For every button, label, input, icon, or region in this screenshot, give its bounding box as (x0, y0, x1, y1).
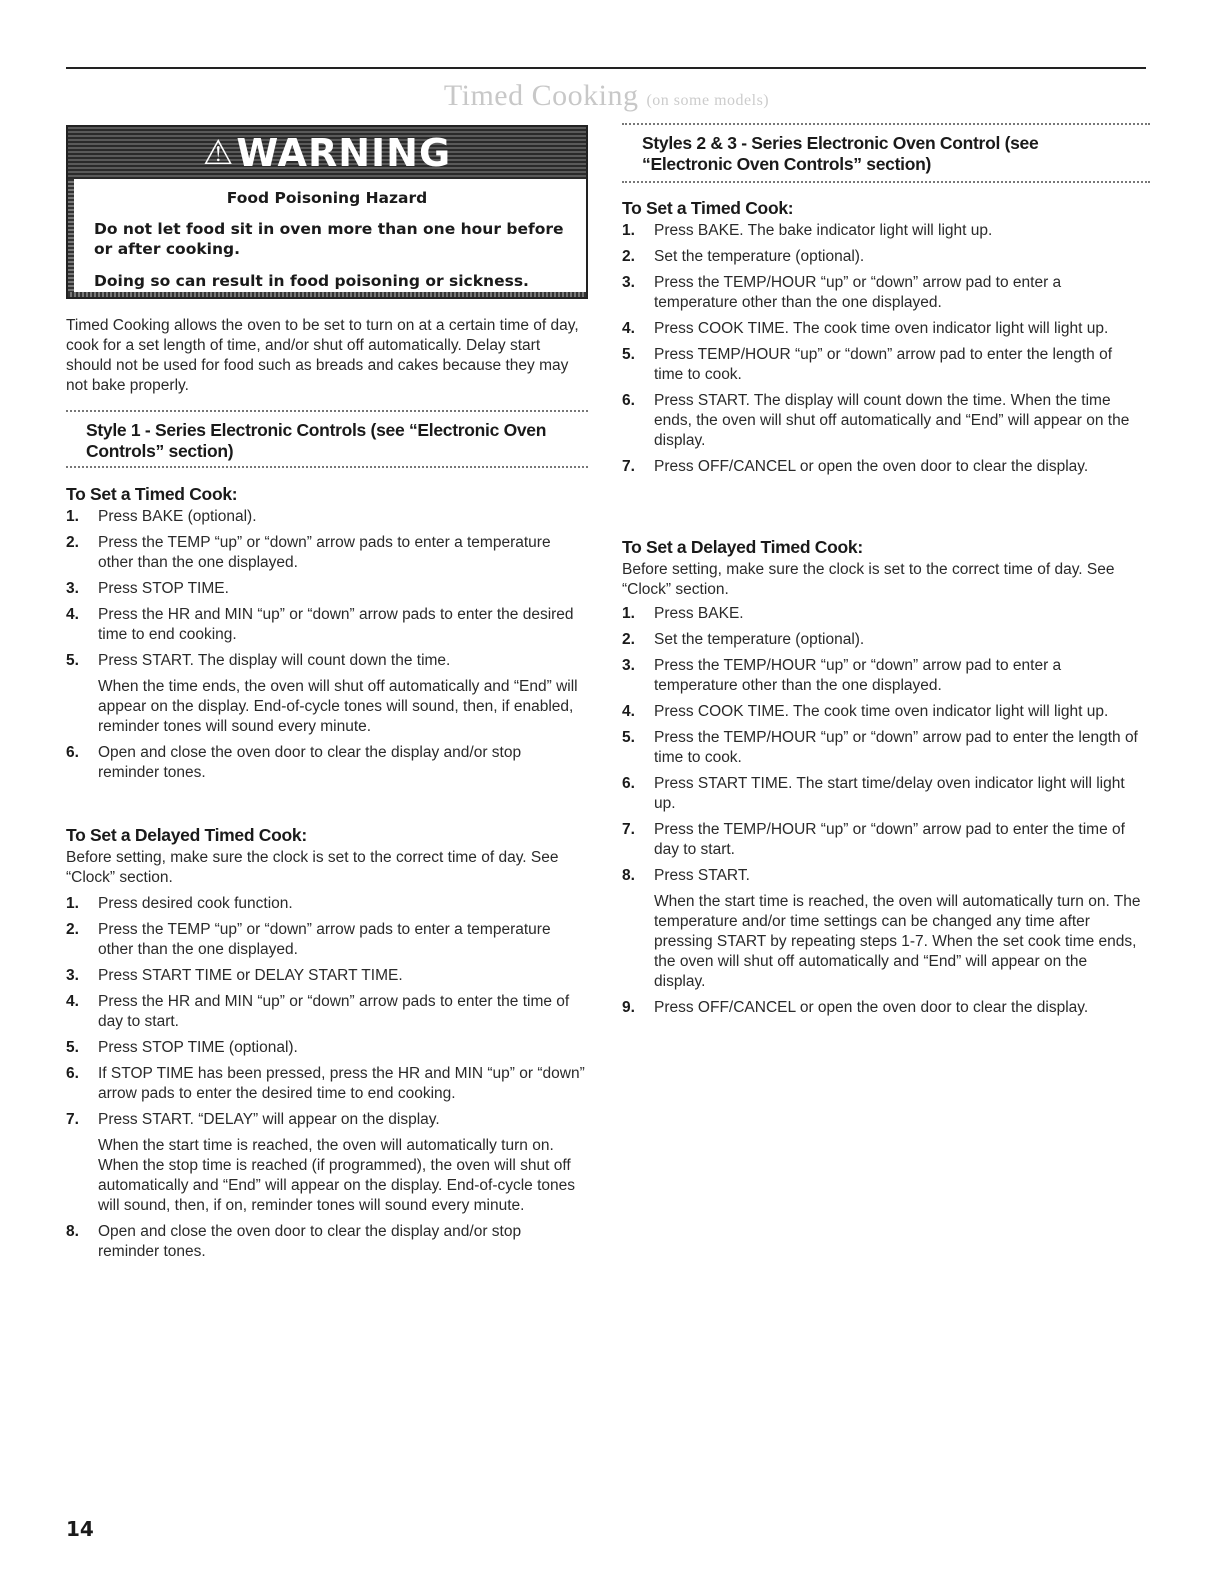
step-item (622, 728, 1142, 768)
step-item (622, 702, 1142, 722)
step-item (66, 579, 586, 599)
step-text: Press STOP TIME. (98, 580, 229, 597)
step-text: If STOP TIME has been pressed, press the HR and MIN “up” or “down” arrow pads to enter the desired time to end cooking. (98, 1065, 585, 1102)
step-text: Press BAKE (optional). (98, 508, 257, 525)
step-number: 2. (66, 921, 79, 938)
step-text: Press BAKE. The bake indicator light will light up. (654, 222, 993, 239)
step-number: 4. (66, 993, 79, 1010)
style23-timed-heading: To Set a Timed Cook: (622, 198, 794, 218)
step-item (66, 1110, 586, 1216)
step-text: Press BAKE. (654, 605, 744, 622)
step-extra-text: When the start time is reached, the oven will automatically turn on. The temperature and/or time settings can be changed any time after pressing START by repeating steps 1-7. When the set cook time ends, the oven will shut off automatically and “End” will appear on the display. (654, 893, 1141, 990)
step-text: Press COOK TIME. The cook time oven indicator light will light up. (654, 703, 1109, 720)
step-item (66, 1038, 586, 1058)
top-rule (66, 67, 1146, 69)
step-text: Set the temperature (optional). (654, 631, 865, 648)
warning-label (68, 131, 586, 175)
step-item (622, 457, 1142, 477)
step-item (622, 391, 1142, 451)
step-item (622, 273, 1142, 313)
hazard-title: Food Poisoning Hazard (226, 189, 428, 207)
step-item (66, 651, 586, 737)
warning-box (66, 125, 588, 299)
step-text: Press TEMP/HOUR “up” or “down” arrow pad to enter the length of time to cook. (654, 346, 1113, 383)
style23-timed-steps (622, 221, 1142, 483)
style23-delayed-heading: To Set a Delayed Timed Cook: (622, 537, 863, 557)
step-text: Press START TIME or DELAY START TIME. (98, 967, 403, 984)
step-number: 2. (66, 534, 79, 551)
step-item (66, 743, 586, 783)
step-text: Press desired cook function. (98, 895, 293, 912)
step-number: 5. (66, 652, 79, 669)
step-item (622, 319, 1142, 339)
section-rule-top-right (622, 123, 1150, 125)
step-text: Press START TIME. The start time/delay oven indicator light will light up. (654, 775, 1125, 812)
step-number: 5. (622, 346, 635, 363)
style1-timed-steps (66, 507, 586, 789)
step-number: 4. (622, 320, 635, 337)
style23-delayed-steps (622, 604, 1142, 1024)
warning-line-1: Do not let food sit in oven more than one hour before or after cooking. (94, 220, 564, 258)
step-item (622, 604, 1142, 624)
step-number: 3. (66, 580, 79, 597)
step-text: Press the TEMP/HOUR “up” or “down” arrow pad to enter a temperature other than the one displayed. (654, 274, 1062, 311)
step-text: Press the HR and MIN “up” or “down” arrow pads to enter the desired time to end cooking. (98, 606, 574, 643)
step-text: Press COOK TIME. The cook time oven indicator light will light up. (654, 320, 1109, 337)
step-number: 7. (622, 821, 635, 838)
step-number: 9. (622, 999, 635, 1016)
step-number: 3. (622, 657, 635, 674)
style23-heading: Styles 2 & 3 - Series Electronic Oven Control (see “Electronic Oven Controls” section) (642, 133, 1039, 174)
step-extra-text: When the time ends, the oven will shut off automatically and “End” will appear on the display. End-of-cycle tones will sound, then, if enabled, reminder tones will sound every minute. (98, 678, 578, 735)
warning-line-2: Doing so can result in food poisoning or sickness. (94, 272, 529, 290)
step-number: 4. (622, 703, 635, 720)
step-text: Press the TEMP/HOUR “up” or “down” arrow pad to enter the length of time to cook. (654, 729, 1138, 766)
step-number: 2. (622, 248, 635, 265)
style1-delayed-steps (66, 894, 586, 1268)
step-item (66, 1222, 586, 1262)
step-item (622, 247, 1142, 267)
style1-delayed-intro: Before setting, make sure the clock is set to the correct time of day. See “Clock” section. (66, 849, 559, 886)
step-item (622, 774, 1142, 814)
step-item (66, 992, 586, 1032)
step-item (66, 533, 586, 573)
step-text: Press the TEMP “up” or “down” arrow pads to enter a temperature other than the one displayed. (98, 921, 551, 958)
step-text: Open and close the oven door to clear the display and/or stop reminder tones. (98, 744, 522, 781)
step-text: Press the HR and MIN “up” or “down” arrow pads to enter the time of day to start. (98, 993, 570, 1030)
intro-paragraph: Timed Cooking allows the oven to be set to turn on at a certain time of day, cook for a set length of time, and/or shut off automatically. Delay start should not be used for food such as breads and cakes because they may not bake properly. (66, 317, 579, 394)
page-title-text: Timed Cooking (443, 79, 639, 112)
step-text: Press the TEMP/HOUR “up” or “down” arrow pad to enter the time of day to start. (654, 821, 1125, 858)
step-number: 8. (622, 867, 635, 884)
step-text: Press the TEMP “up” or “down” arrow pads to enter a temperature other than the one displayed. (98, 534, 551, 571)
step-text: Press START. (654, 867, 750, 884)
step-number: 5. (622, 729, 635, 746)
style1-heading: Style 1 - Series Electronic Controls (see “Electronic Oven Controls” section) (86, 420, 547, 461)
step-item (66, 507, 586, 527)
page-title (0, 79, 1213, 113)
step-item (66, 920, 586, 960)
warning-triangle-icon: ⚠ (202, 133, 235, 173)
step-number: 8. (66, 1223, 79, 1240)
step-number: 1. (622, 605, 635, 622)
style23-delayed-intro: Before setting, make sure the clock is set to the correct time of day. See “Clock” section. (622, 561, 1115, 598)
step-item (622, 820, 1142, 860)
step-extra-text: When the start time is reached, the oven will automatically turn on. When the stop time is reached (if programmed), the oven will shut off automatically and “End” will appear on the display. End-of-cycle tones will sound, then, if on, reminder tones will sound every minute. (98, 1137, 576, 1214)
step-number: 7. (66, 1111, 79, 1128)
step-item (66, 1064, 586, 1104)
step-text: Press START. “DELAY” will appear on the display. (98, 1111, 440, 1128)
step-number: 6. (622, 392, 635, 409)
step-text: Press STOP TIME (optional). (98, 1039, 298, 1056)
section-rule-bottom (66, 466, 588, 468)
step-number: 1. (66, 895, 79, 912)
step-number: 6. (66, 744, 79, 761)
warning-label-text: WARNING (236, 131, 452, 175)
step-item (622, 345, 1142, 385)
step-item (622, 221, 1142, 241)
style1-delayed-heading: To Set a Delayed Timed Cook: (66, 825, 307, 845)
section-rule-top (66, 410, 588, 412)
step-item (66, 966, 586, 986)
step-item (66, 894, 586, 914)
step-number: 6. (622, 775, 635, 792)
step-number: 5. (66, 1039, 79, 1056)
step-item (622, 656, 1142, 696)
step-number: 1. (66, 508, 79, 525)
step-text: Press START. The display will count down the time. When the time ends, the oven will shut off automatically and “End” will appear on the display. (654, 392, 1130, 449)
step-number: 2. (622, 631, 635, 648)
step-item (622, 866, 1142, 992)
page-number: 14 (66, 1517, 94, 1541)
step-number: 3. (66, 967, 79, 984)
warning-bottom-bar (68, 292, 586, 297)
step-text: Press OFF/CANCEL or open the oven door to clear the display. (654, 999, 1089, 1016)
step-number: 3. (622, 274, 635, 291)
step-number: 4. (66, 606, 79, 623)
step-item (622, 630, 1142, 650)
step-number: 6. (66, 1065, 79, 1082)
section-rule-bottom-right (622, 181, 1150, 183)
step-text: Press START. The display will count down the time. (98, 652, 451, 669)
step-text: Press the TEMP/HOUR “up” or “down” arrow pad to enter a temperature other than the one displayed. (654, 657, 1062, 694)
style1-timed-heading: To Set a Timed Cook: (66, 484, 238, 504)
step-text: Press OFF/CANCEL or open the oven door to clear the display. (654, 458, 1089, 475)
step-number: 7. (622, 458, 635, 475)
step-number: 1. (622, 222, 635, 239)
step-item (622, 998, 1142, 1018)
step-text: Set the temperature (optional). (654, 248, 865, 265)
step-item (66, 605, 586, 645)
step-text: Open and close the oven door to clear the display and/or stop reminder tones. (98, 1223, 522, 1260)
page-title-note: (on some models) (646, 92, 770, 109)
